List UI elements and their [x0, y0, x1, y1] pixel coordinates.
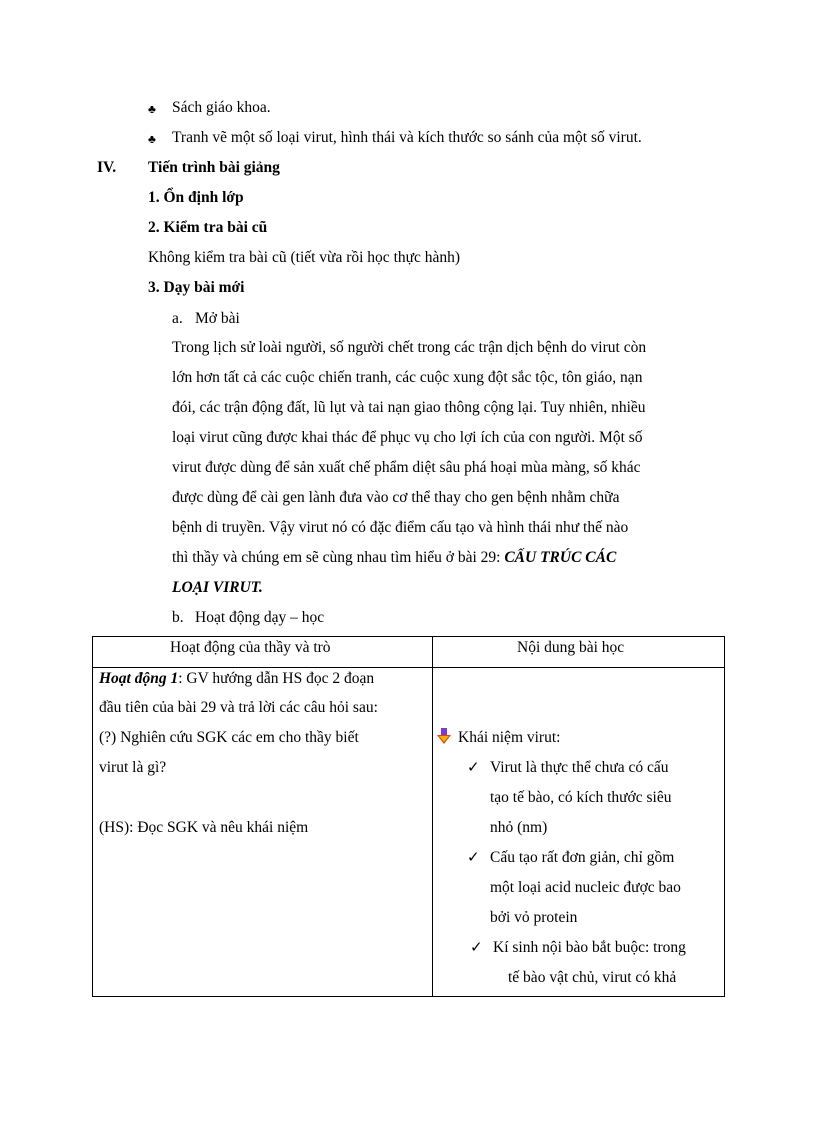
activity-line1-rest: : GV hướng dẫn HS đọc 2 đoạn	[178, 670, 375, 687]
left-line-5: (HS): Đọc SGK và nêu khái niệm	[99, 819, 309, 836]
intro-line: bệnh di truyền. Vậy virut nó có đặc điểm cấu tạo và hình thái như thế nào	[172, 519, 629, 536]
concept-1-line-2: tạo tế bào, có kích thước siêu	[490, 789, 672, 806]
concept-1-line-3: nhỏ (nm)	[490, 819, 548, 836]
concept-2-line-2: một loại acid nucleic được bao	[490, 879, 681, 896]
table-header-divider	[92, 667, 725, 668]
intro-line: virut được dùng để sản xuất chế phẩm diệt sâu phá hoại mùa màng, số khác	[172, 459, 641, 476]
check-icon: ✓	[467, 760, 480, 776]
intro-line: đói, các trận động đất, lũ lụt và tai nạn giao thông cộng lại. Tuy nhiên, nhiều	[172, 399, 646, 416]
concept-2-line-3: bởi vỏ protein	[490, 909, 578, 926]
lesson-title-part2: LOẠI VIRUT.	[172, 579, 263, 596]
intro-line-8	[172, 548, 616, 568]
step-2: 2. Kiểm tra bài cũ	[148, 219, 268, 236]
concept-1-line-1: Virut là thực thể chưa có cấu	[490, 759, 669, 776]
concept-3-line-2: tế bào vật chủ, virut có khả	[508, 969, 677, 986]
material-item-1: Sách giáo khoa.	[172, 99, 271, 116]
intro-line: lớn hơn tất cả các cuộc chiến tranh, các cuộc xung đột sắc tộc, tôn giáo, nạn	[172, 369, 643, 386]
concept-3-line-1: Kí sinh nội bào bắt buộc: trong	[493, 939, 686, 956]
check-icon: ✓	[470, 940, 483, 956]
step-2-text: Không kiểm tra bài cũ (tiết vừa rồi học thực hành)	[148, 249, 461, 266]
intro-line: Trong lịch sử loài người, số người chết trong các trận dịch bệnh do virut còn	[172, 339, 647, 356]
table-header-right: Nội dung bài học	[517, 639, 625, 656]
club-icon: ♣	[148, 132, 156, 146]
intro-line-8-prefix: thì thầy và chúng em sẽ cùng nhau tìm hiểu ở bài 29:	[172, 549, 505, 566]
sub-b-label: b.	[172, 609, 184, 626]
check-icon: ✓	[467, 850, 480, 866]
lesson-title-part1: CẤU TRÚC CÁC	[504, 549, 617, 566]
table-column-divider	[432, 636, 433, 997]
left-line-4: virut là gì?	[99, 759, 167, 776]
club-icon: ♣	[148, 102, 156, 116]
right-heading: Khái niệm virut:	[458, 729, 561, 746]
activity-label: Hoạt động 1	[99, 670, 179, 687]
down-arrow-icon	[436, 727, 452, 745]
left-line-1	[99, 669, 374, 689]
material-item-2: Tranh vẽ một số loại virut, hình thái và kích thước so sánh của một số virut.	[172, 129, 642, 146]
sub-a-title: Mở bài	[195, 310, 240, 327]
sub-a-label: a.	[172, 310, 183, 327]
section-title: Tiến trình bài giảng	[148, 159, 280, 176]
step-1: 1. Ổn định lớp	[148, 189, 244, 206]
intro-line: được dùng để cài gen lành đưa vào cơ thể thay cho gen bệnh nhằm chữa	[172, 489, 620, 506]
concept-2-line-1: Cấu tạo rất đơn giản, chỉ gồm	[490, 849, 675, 866]
left-line-2: đầu tiên của bài 29 và trả lời các câu hỏi sau:	[99, 699, 378, 716]
section-numeral: IV.	[97, 159, 117, 176]
left-line-3: (?) Nghiên cứu SGK các em cho thầy biết	[99, 729, 359, 746]
intro-line: loại virut cũng được khai thác để phục vụ cho lợi ích của con người. Một số	[172, 429, 643, 446]
table-header-left: Hoạt động của thầy và trò	[170, 639, 331, 656]
sub-b-title: Hoạt động dạy – học	[195, 609, 325, 626]
step-3: 3. Dạy bài mới	[148, 279, 245, 296]
